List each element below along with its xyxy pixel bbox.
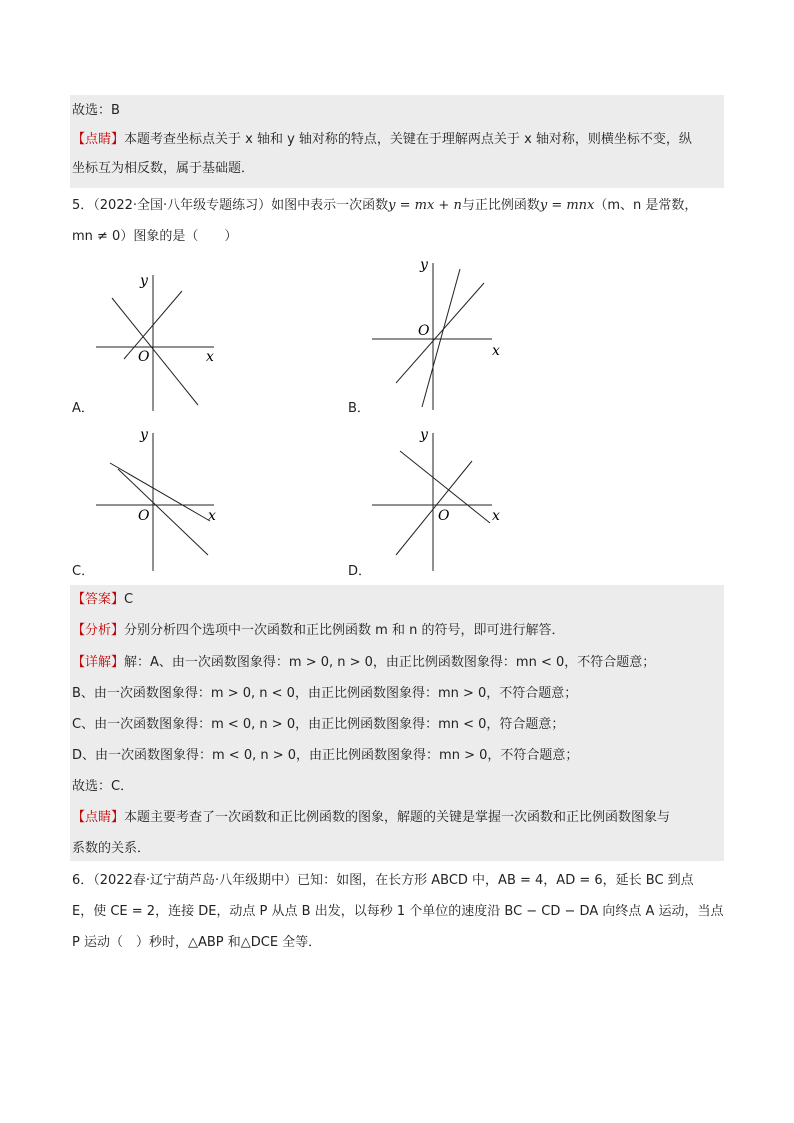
option-a-label: A． [72,401,94,416]
q5-stem-a: 5．（2022·全国·八年级专题练习）如图中表示一次函数 [72,198,389,213]
graph-b-origin-label: O [418,323,430,339]
q5-formula-linear: y = mx + n [388,198,462,213]
analysis-text: 分别分析四个选项中一次函数和正比例函数 m 和 n 的符号，即可进行解答． [124,623,565,638]
graph-d-x-label: x [492,508,500,524]
graph-b-x-label: x [492,343,500,359]
q5-detail-line3: C、由一次函数图象得：m < 0, n > 0，由正比例函数图象得：mn < 0，符合题意； [72,717,565,732]
q5-formula-proportional: y = mnx [539,198,595,213]
graph-a-svg [90,265,230,415]
q5-detail-line4: D、由一次函数图象得：m < 0, n > 0，由正比例函数图象得：mn > 0，不符合题意； [72,748,579,763]
q5-comment-line2: 系数的关系． [72,841,151,856]
option-b-label: B． [348,401,370,416]
detail-tag: 【详解】 [72,655,125,670]
graph-d-y-label: y [420,427,428,443]
graph-d-origin-label: O [438,508,450,524]
graph-d [370,425,510,579]
graph-c-y-label: y [140,427,148,443]
q5-analysis [72,622,564,640]
answer-value: C [124,592,134,607]
graph-a-origin-label: O [138,349,150,365]
q5-answer [72,591,133,609]
graph-b-line-2 [396,283,484,383]
option-d-label: D． [348,564,372,579]
graph-b-y-label: y [420,257,428,273]
q6-line2: E，使 CE = 2，连接 DE，动点 P 从点 B 出发，以每秒 1 个单位的速度沿 BC − CD − DA 向终点 A 运动，当点 [72,904,724,919]
detail-text-1: 解：A、由一次函数图象得：m > 0, n > 0，由正比例函数图象得：mn < 0，不符合题意； [124,655,656,670]
q5-stem-b: 与正比例函数 [461,198,540,213]
q6-line3: P 运动（ ）秒时，△ABP 和△DCE 全等． [72,935,322,950]
graph-c-x-label: x [208,508,216,524]
graph-d-line-2 [396,461,472,555]
q5-stem-line2: mn ≠ 0）图象的是（ ） [72,229,238,244]
q5-stem-c: （m、n 是常数， [594,198,698,213]
q6-line1: 6．（2022春·辽宁葫芦岛·八年级期中）已知：如图，在长方形 ABCD 中，AB = 4，AD = 6，延长 BC 到点 [72,873,694,888]
q5-comment-line1 [72,809,670,827]
option-c-label: C． [72,564,95,579]
prev-comment-text: 本题考查坐标点关于 x 轴和 y 轴对称的特点，关键在于理解两点关于 x 轴对称，则横坐标不变，纵 [124,132,692,147]
graph-d-svg [370,425,510,575]
graph-b [370,255,510,419]
graph-c-origin-label: O [138,508,150,524]
prev-comment-line2: 坐标互为相反数，属于基础题． [72,161,255,176]
comment-tag: 【点睛】 [72,810,125,825]
graph-b-svg [370,255,510,415]
graph-a-line-1 [112,298,198,405]
answer-tag: 【答案】 [72,592,125,607]
graph-a-y-label: y [140,273,148,289]
graph-c [90,425,230,579]
q5-detail-line2: B、由一次函数图象得：m > 0, n < 0，由正比例函数图象得：mn > 0，不符合题意； [72,686,578,701]
prev-comment-line1 [72,131,692,149]
prev-comment-tag: 【点睛】 [72,132,125,147]
prev-choice: 故选：B [72,103,120,118]
analysis-tag: 【分析】 [72,623,125,638]
q5-detail-line1 [72,654,655,672]
graph-c-svg [90,425,230,575]
q5-choice: 故选：C． [72,779,134,794]
graph-c-line-1 [110,463,210,521]
comment-text: 本题主要考查了一次函数和正比例函数的图象，解题的关键是掌握一次函数和正比例函数图象与 [124,810,671,825]
graph-a [90,265,230,419]
graph-a-x-label: x [206,349,214,365]
q5-stem-line1 [72,197,697,215]
